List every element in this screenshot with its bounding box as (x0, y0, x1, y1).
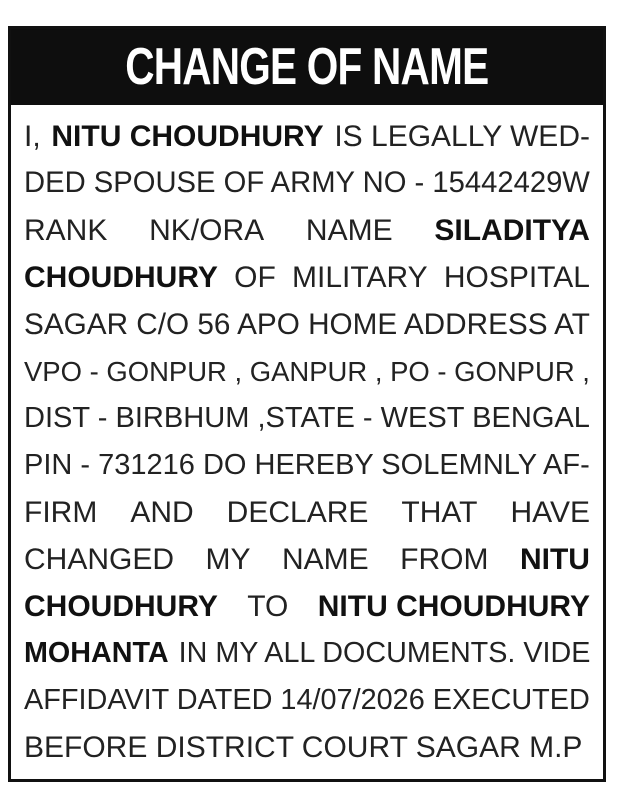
notice-text: SAGAR C/O 56 APO HOME ADDRESS AT (24, 308, 590, 341)
notice-text: TO (247, 590, 289, 623)
notice-text: DED SPOUSE OF ARMY NO - 15442429W (24, 167, 590, 199)
notice-line (11, 630, 603, 677)
notice-text: PIN - 731216 DO HEREBY SOLEMNLY AF- (24, 449, 590, 481)
notice-text: THAT (401, 496, 478, 529)
notice-text: NAME (281, 543, 369, 576)
notice-name-text: NITU CHOUDHURY (51, 120, 324, 153)
notice-text: HOSPITAL (443, 261, 590, 294)
notice-text: NK/ORA (149, 214, 265, 247)
notice-name-text: NITU (519, 543, 590, 576)
notice-line (11, 301, 603, 348)
notice-text: HAVE (510, 496, 590, 529)
notice-line (11, 160, 603, 207)
notice-text: CHANGED (24, 543, 175, 576)
change-of-name-notice (8, 26, 606, 782)
notice-name-text: CHOUDHURY (24, 590, 218, 623)
notice-title: CHANGE OF NAME (125, 38, 489, 96)
notice-text: IN MY ALL DOCUMENTS. VIDE (178, 637, 591, 669)
notice-text: DIST - BIRBHUM ,STATE - WEST BENGAL (24, 402, 590, 434)
notice-text: IS LEGALLY WED- (334, 120, 590, 153)
notice-name-text: CHOUDHURY (24, 261, 218, 294)
notice-text: RANK (24, 214, 108, 247)
notice-text: MILITARY (292, 261, 428, 294)
notice-text: AND (130, 496, 194, 529)
notice-header (11, 29, 603, 105)
notice-name-text: SILADITYA (434, 214, 590, 247)
notice-line (11, 113, 603, 160)
notice-text: I, (24, 120, 41, 153)
notice-text: DECLARE (226, 496, 369, 529)
notice-text: BEFORE DISTRICT COURT SAGAR M.P (24, 731, 583, 764)
notice-line (11, 207, 603, 254)
notice-text: FROM (400, 543, 489, 576)
notice-name-text: NITU CHOUDHURY (317, 590, 590, 623)
notice-line (11, 442, 603, 489)
notice-line (11, 583, 603, 630)
notice-line (11, 395, 603, 442)
notice-line (11, 536, 603, 583)
notice-text: VPO - GONPUR , GANPUR , PO - GONPUR , (24, 356, 590, 387)
notice-line (11, 724, 603, 771)
notice-line (11, 254, 603, 301)
notice-text: AFFIDAVIT DATED 14/07/2026 EXECUTED (24, 684, 590, 716)
notice-body (11, 113, 603, 771)
notice-text: FIRM (24, 496, 98, 529)
notice-line (11, 348, 603, 395)
notice-line (11, 489, 603, 536)
notice-line (11, 677, 603, 724)
notice-text: OF (234, 261, 276, 294)
notice-text: MY (205, 543, 251, 576)
notice-name-text: MOHANTA (24, 637, 169, 669)
notice-text: NAME (305, 214, 393, 247)
